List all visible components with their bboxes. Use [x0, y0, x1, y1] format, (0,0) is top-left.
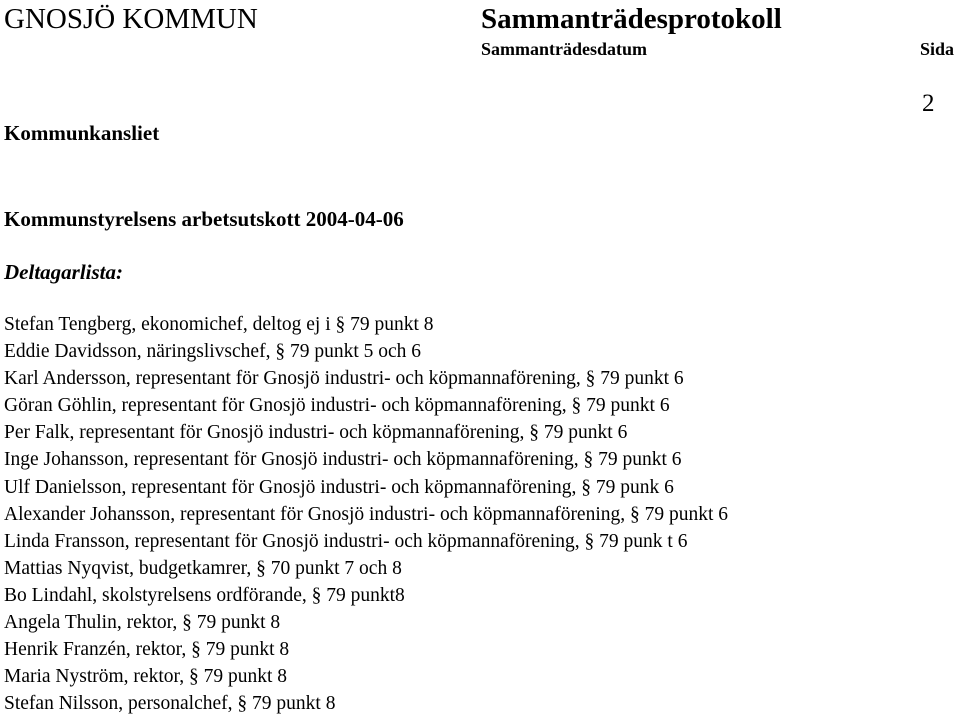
participant-item: Bo Lindahl, skolstyrelsens ordförande, § 79 punkt8 [4, 584, 405, 606]
participant-item: Stefan Nilsson, personalchef, § 79 punkt 8 [4, 693, 336, 715]
participant-item: Ulf Danielsson, representant för Gnosjö industri- och köpmannaförening, § 79 punk 6 [4, 476, 674, 498]
participant-item: Henrik Franzén, rektor, § 79 punkt 8 [4, 639, 290, 661]
participant-item: Mattias Nyqvist, budgetkamrer, § 70 punkt 7 och 8 [4, 557, 402, 579]
document-title: Sammanträdesprotokoll [481, 3, 782, 35]
participant-item: Eddie Davidsson, näringslivschef, § 79 punkt 5 och 6 [4, 341, 422, 363]
participant-item: Karl Andersson, representant för Gnosjö industri- och köpmannaförening, § 79 punkt 6 [4, 368, 684, 390]
participant-item: Göran Göhlin, representant för Gnosjö industri- och köpmannaförening, § 79 punkt 6 [4, 395, 670, 417]
participant-list [4, 311, 728, 717]
participant-item: Per Falk, representant för Gnosjö industri- och köpmannaförening, § 79 punkt 6 [4, 422, 628, 444]
organization-name: GNOSJÖ KOMMUN [4, 3, 258, 35]
participant-item: Maria Nyström, rektor, § 79 punkt 8 [4, 666, 288, 688]
department-name: Kommunkansliet [4, 121, 160, 145]
participants-heading: Deltagarlista: [4, 260, 123, 284]
participant-item: Linda Fransson, representant för Gnosjö industri- och köpmannaförening, § 79 punk t 6 [4, 530, 688, 552]
participant-item: Stefan Tengberg, ekonomichef, deltog ej i § 79 punkt 8 [4, 314, 434, 335]
page-label: Sida [920, 39, 955, 59]
page-number: 2 [922, 90, 935, 117]
participant-item: Alexander Johansson, representant för Gnosjö industri- och köpmannaförening, § 79 punkt 6 [4, 503, 729, 525]
meeting-date-label: Sammanträdesdatum [481, 39, 648, 59]
meeting-title: Kommunstyrelsens arbetsutskott 2004-04-06 [4, 207, 404, 231]
participant-item: Inge Johansson, representant för Gnosjö industri- och köpmannaförening, § 79 punkt 6 [4, 449, 682, 471]
participant-item: Angela Thulin, rektor, § 79 punkt 8 [4, 612, 281, 634]
